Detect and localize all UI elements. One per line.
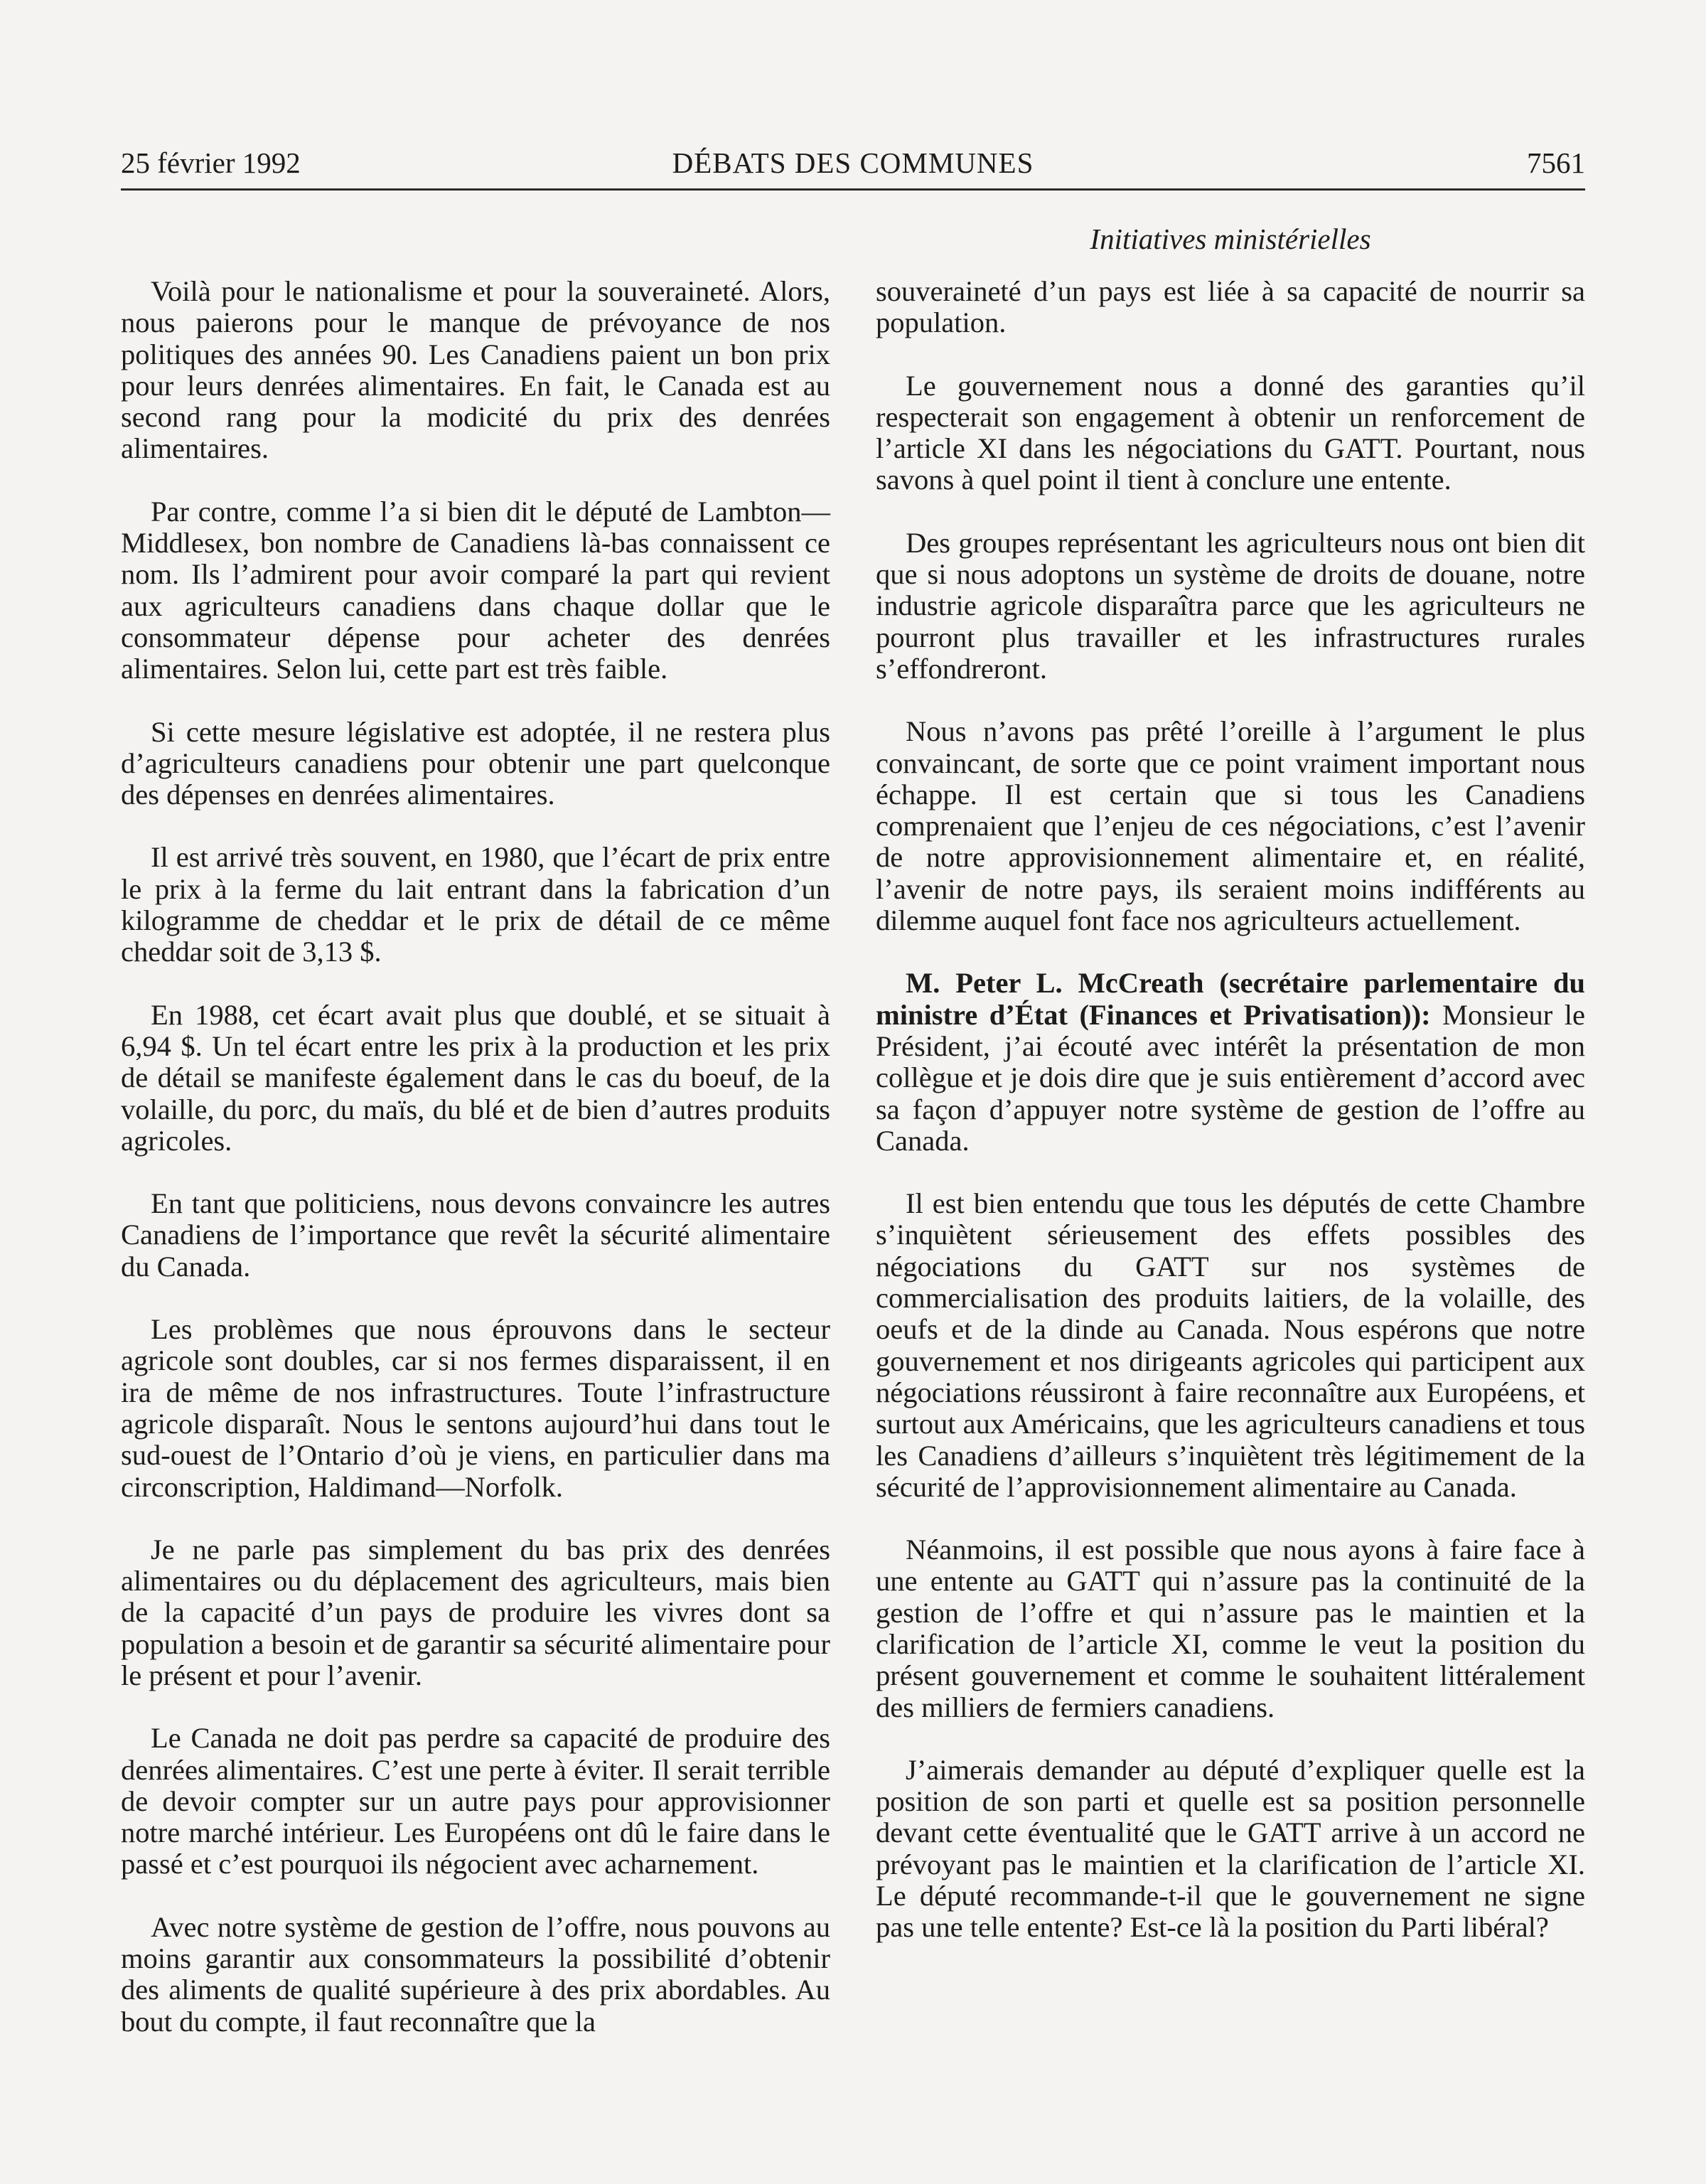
paragraph: En 1988, cet écart avait plus que doublé, et se situait à 6,94 $. Un tel écart entre les prix à la production et les prix de détail se manifeste également dans le cas du boeuf, de la volaille, du porc, du maïs, du blé et de bien d’autres produits agricoles.: [121, 998, 830, 1157]
paragraph: Des groupes représentant les agriculteurs nous ont bien dit que si nous adoptons un système de droits de douane, notre industrie agricole disparaîtra parce que les agriculteurs ne pourront plus travailler et les infrastructures rurales s’effondreront.: [876, 526, 1585, 685]
paragraph: Je ne parle pas simplement du bas prix des denrées alimentaires ou du déplacement des agriculteurs, mais bien de la capacité d’un pays de produire les vivres dont sa population a besoin et de garantir sa sécurité alimentaire pour le présent et pour l’avenir.: [121, 1533, 830, 1691]
page-header: [121, 146, 1585, 191]
page-number: 7561: [1527, 146, 1585, 179]
speaker-name: M. Peter L. McCreath (secrétaire parlementaire du ministre d’État (Finances et Privatisation)):: [876, 967, 1585, 1031]
header-date: 25 février 1992: [121, 146, 301, 179]
paragraph: Le Canada ne doit pas perdre sa capacité de produire des denrées alimentaires. C’est une perte à éviter. Il serait terrible de devoir compter sur un autre pays pour approvisionner notre marché intérieur. Les Européens ont dû le faire dans le passé et c’est pourquoi ils négocient avec acharnement.: [121, 1722, 830, 1880]
left-column: [121, 276, 830, 2069]
paragraph: Néanmoins, il est possible que nous ayons à faire face à une entente au GATT qui n’assure pas la continuité de la gestion de l’offre et qui n’assure pas le maintien et la clarification de l’article XI, comme le veut la position du présent gouvernement et comme le souhaitent littéralement des milliers de fermiers canadiens.: [876, 1533, 1585, 1723]
paragraph: Il est arrivé très souvent, en 1980, que l’écart de prix entre le prix à la ferme du lait entrant dans la fabrication d’un kilogramme de cheddar et le prix de détail de ce même cheddar soit de 3,13 $.: [121, 841, 830, 968]
paragraph: Le gouvernement nous a donné des garanties qu’il respecterait son engagement à obtenir un renforcement de l’article XI dans les négociations du GATT. Pourtant, nous savons à quel point il tient à conclure une entente.: [876, 369, 1585, 496]
paragraph: Avec notre système de gestion de l’offre, nous pouvons au moins garantir aux consommateurs la possibilité d’obtenir des aliments de qualité supérieure à des prix abordables. Au bout du compte, il faut reconnaître que la: [121, 1910, 830, 2038]
speaker-text: Monsieur le Président, j’ai écouté avec intérêt la présentation de mon collègue et je dois dire que je suis entièrement d’accord avec sa façon d’appuyer notre système de gestion de l’offre au Canada.: [876, 998, 1585, 1157]
paragraph: En tant que politiciens, nous devons convaincre les autres Canadiens de l’importance que revêt la sécurité alimentaire du Canada.: [121, 1187, 830, 1283]
paragraph: Par contre, comme l’a si bien dit le député de Lambton—Middlesex, bon nombre de Canadiens là-bas connaissent ce nom. Ils l’admirent pour avoir comparé la part qui revient aux agriculteurs canadiens dans chaque dollar que le consommateur dépense pour acheter des denrées alimentaires. Selon lui, cette part est très faible.: [121, 495, 830, 685]
paragraph: Il est bien entendu que tous les députés de cette Chambre s’inquiètent sérieusement des effets possibles des négociations du GATT sur nos systèmes de commercialisation des produits laitiers, de la volaille, des oeufs et de la dinde au Canada. Nous espérons que notre gouvernement et nos dirigeants agricoles qui participent aux négociations réussiront à faire reconnaître aux Européens, et surtout aux Américains, que les agriculteurs canadiens et tous les Canadiens d’ailleurs s’inquiètent très légitimement de la sécurité de l’approvisionnement alimentaire au Canada.: [876, 1187, 1585, 1503]
header-title: DÉBATS DES COMMUNES: [672, 146, 1034, 179]
section-title: Initiatives ministérielles: [1090, 223, 1371, 255]
right-column: [876, 276, 1585, 1975]
paragraph: Les problèmes que nous éprouvons dans le secteur agricole sont doubles, car si nos fermes disparaissent, il en ira de même de nos infrastructures. Toute l’infrastructure agricole disparaît. Nous le sentons aujourd’hui dans tout le sud-ouest de l’Ontario d’où je viens, en particulier dans ma circonscription, Haldimand—Norfolk.: [121, 1313, 830, 1503]
paragraph: Voilà pour le nationalisme et pour la souveraineté. Alors, nous paierons pour le manque de prévoyance de nos politiques des années 90. Les Canadiens paient un bon prix pour leurs denrées alimentaires. En fait, le Canada est au second rang pour la modicité du prix des denrées alimentaires.: [121, 275, 830, 465]
continued-paragraph: souveraineté d’un pays est liée à sa capacité de nourrir sa population.: [876, 275, 1585, 339]
speaker-paragraph: [876, 968, 1585, 1157]
paragraph: Si cette mesure législative est adoptée, il ne restera plus d’agriculteurs canadiens pour obtenir une part quelconque des dépenses en denrées alimentaires.: [121, 715, 830, 811]
paragraph: J’aimerais demander au député d’expliquer quelle est la position de son parti et quelle est sa position personnelle devant cette éventualité que le GATT arrive à un accord ne prévoyant pas le maintien et la clarification de l’article XI. Le député recommande-t-il que le gouvernement ne signe pas une telle entente? Est-ce là la position du Parti libéral?: [876, 1753, 1585, 1944]
paragraph: Nous n’avons pas prêté l’oreille à l’argument le plus convaincant, de sorte que ce point vraiment important nous échappe. Il est certain que si tous les Canadiens comprenaient que l’enjeu de ces négociations, c’est l’avenir de notre approvisionnement alimentaire et, en réalité, l’avenir de notre pays, ils seraient moins indifférents au dilemme auquel font face nos agriculteurs actuellement.: [876, 715, 1585, 937]
